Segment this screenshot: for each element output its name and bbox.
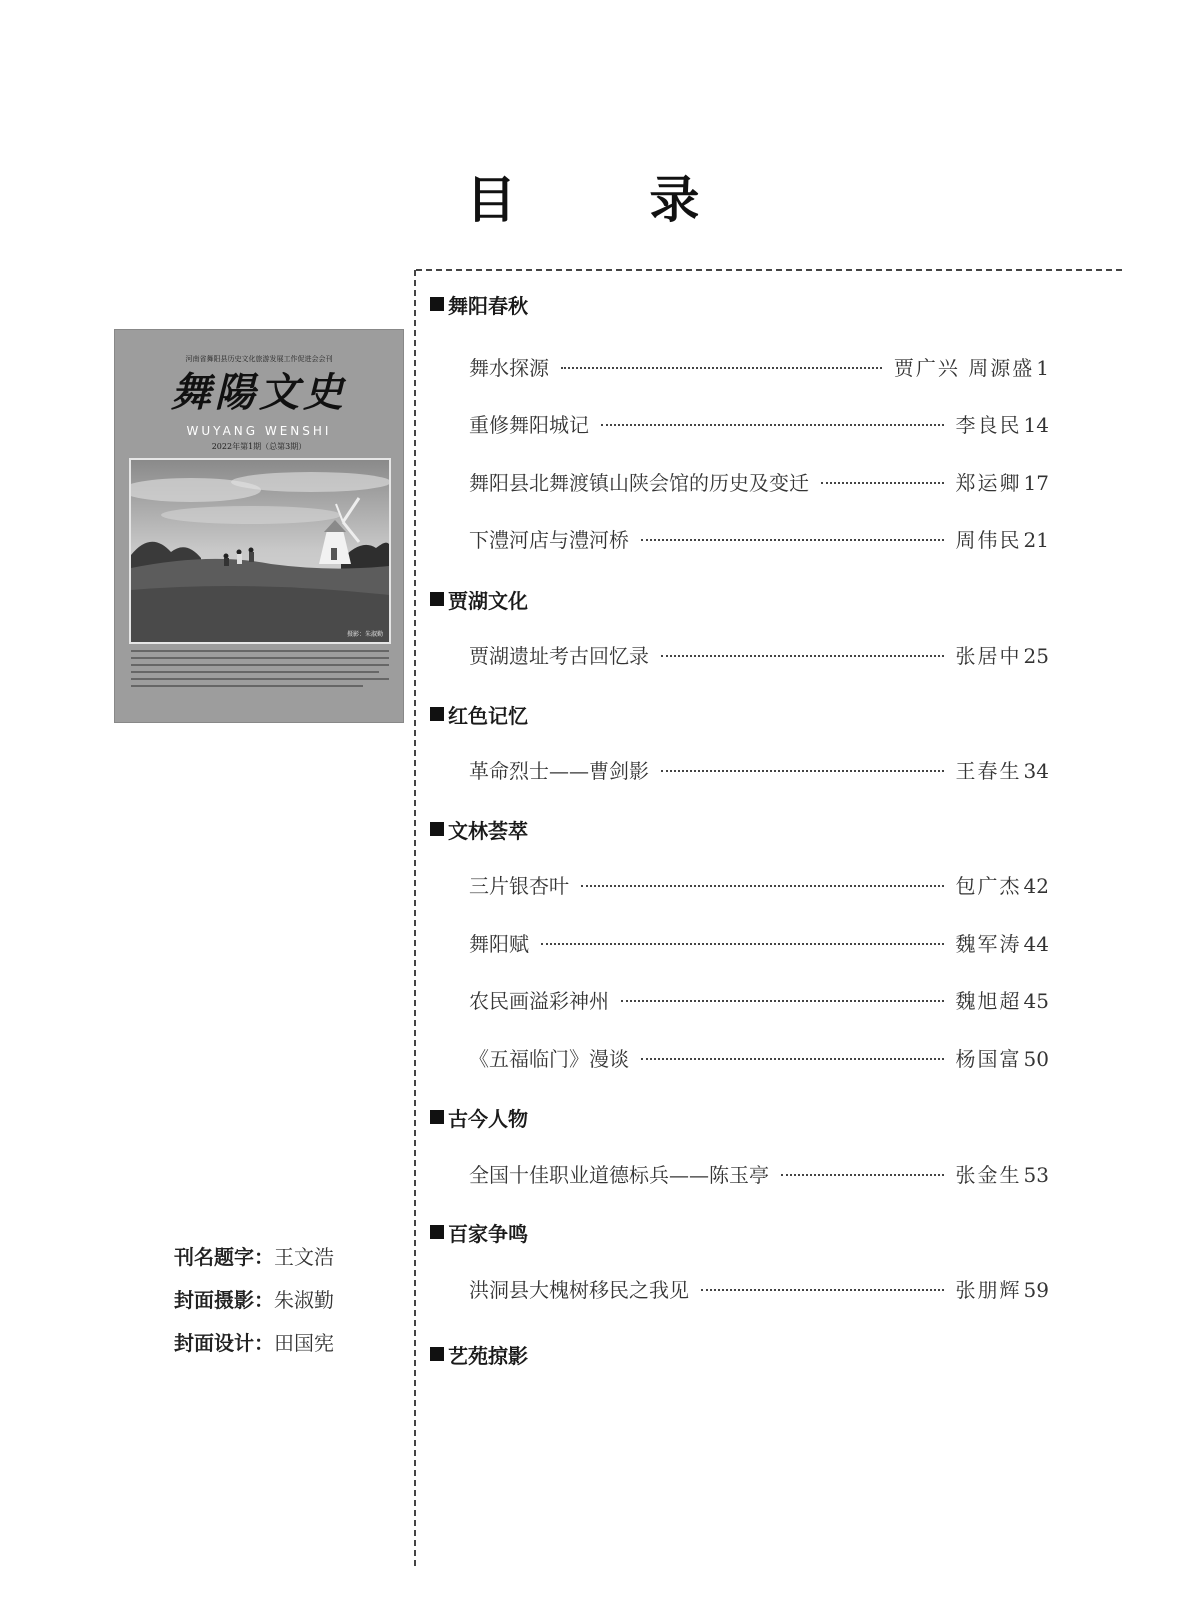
toc-entry[interactable] xyxy=(469,929,1049,959)
toc-section-heading xyxy=(430,1340,528,1368)
entry-author: 张居中 xyxy=(955,644,1022,668)
leader-dots xyxy=(641,1058,944,1060)
toc-entry[interactable] xyxy=(469,468,1049,498)
square-bullet-icon xyxy=(430,822,444,836)
entry-title: 重修舞阳城记 xyxy=(469,413,589,437)
entry-title: 舞阳县北舞渡镇山陕会馆的历史及变迁 xyxy=(469,471,809,495)
leader-dots xyxy=(661,655,944,657)
square-bullet-icon xyxy=(430,297,444,311)
windmill-landscape-image xyxy=(131,460,389,642)
entry-author: 魏军涛 xyxy=(955,932,1022,956)
entry-page: 17 xyxy=(1023,471,1049,495)
leader-dots xyxy=(541,943,944,945)
leader-dots xyxy=(621,1000,944,1002)
toc-entry[interactable] xyxy=(469,410,1049,440)
credits xyxy=(174,1242,334,1371)
credit-cover-photo xyxy=(174,1285,334,1328)
entry-author: 张朋辉 xyxy=(955,1278,1022,1302)
leader-dots xyxy=(641,539,944,541)
toc-section-heading xyxy=(430,1103,528,1131)
entry-title: 舞水探源 xyxy=(469,356,549,380)
entry-title: 农民画溢彩神州 xyxy=(469,989,609,1013)
square-bullet-icon xyxy=(430,707,444,721)
credit-value: 王文浩 xyxy=(274,1245,334,1269)
entry-author: 包广杰 xyxy=(955,874,1022,898)
entry-page: 21 xyxy=(1023,528,1049,552)
entry-author: 张金生 xyxy=(955,1163,1022,1187)
cover-text-block xyxy=(131,650,389,692)
toc-section-heading xyxy=(430,700,528,728)
entry-title: 贾湖遗址考古回忆录 xyxy=(469,644,649,668)
credit-value: 朱淑勤 xyxy=(274,1288,334,1312)
cover-thumbnail xyxy=(114,329,404,723)
credit-title-calligraphy xyxy=(174,1242,334,1285)
square-bullet-icon xyxy=(430,1347,444,1361)
section-name: 贾湖文化 xyxy=(448,588,528,613)
entry-author: 贾广兴 周源盛 xyxy=(893,356,1035,380)
entry-page: 14 xyxy=(1023,413,1049,437)
toc-entry[interactable] xyxy=(469,353,1049,383)
leader-dots xyxy=(661,770,944,772)
leader-dots xyxy=(821,482,944,484)
leader-dots xyxy=(701,1289,944,1291)
page-title: 目 录 xyxy=(466,171,758,229)
entry-title: 《五福临门》漫谈 xyxy=(469,1047,629,1071)
toc-entry[interactable] xyxy=(469,1044,1049,1074)
entry-author: 魏旭超 xyxy=(955,989,1022,1013)
entry-author: 王春生 xyxy=(955,759,1022,783)
entry-author: 周伟民 xyxy=(955,528,1022,552)
section-name: 红色记忆 xyxy=(448,703,528,728)
credit-label: 刊名题字： xyxy=(174,1245,274,1269)
toc-entry[interactable] xyxy=(469,1275,1049,1305)
square-bullet-icon xyxy=(430,1110,444,1124)
entry-author: 郑运卿 xyxy=(955,471,1022,495)
leader-dots xyxy=(581,885,944,887)
entry-page: 25 xyxy=(1023,644,1049,668)
cover-pinyin: WUYANG WENSHI xyxy=(186,424,332,438)
cover-photo xyxy=(129,458,391,644)
entry-title: 洪洞县大槐树移民之我见 xyxy=(469,1278,689,1302)
entry-title: 三片银杏叶 xyxy=(469,874,569,898)
entry-title: 革命烈士——曹剑影 xyxy=(469,759,649,783)
entry-title: 下澧河店与澧河桥 xyxy=(469,528,629,552)
credit-value: 田国宪 xyxy=(274,1331,334,1355)
section-name: 文林荟萃 xyxy=(448,818,528,843)
entry-page: 50 xyxy=(1023,1047,1049,1071)
entry-page: 44 xyxy=(1023,932,1049,956)
entry-page: 1 xyxy=(1036,356,1049,380)
toc-entry[interactable] xyxy=(469,525,1049,555)
toc-section-heading xyxy=(430,815,528,843)
square-bullet-icon xyxy=(430,1225,444,1239)
toc-section-heading xyxy=(430,585,528,613)
toc-entry[interactable] xyxy=(469,871,1049,901)
square-bullet-icon xyxy=(430,592,444,606)
toc-entry[interactable] xyxy=(469,641,1049,671)
cover-issue: 2022年第1期（总第3期） xyxy=(211,442,307,451)
toc-section-heading xyxy=(430,1218,528,1246)
section-name: 百家争鸣 xyxy=(448,1221,528,1246)
leader-dots xyxy=(781,1174,944,1176)
credit-cover-design xyxy=(174,1328,334,1371)
entry-page: 45 xyxy=(1023,989,1049,1013)
horizontal-divider xyxy=(416,269,1122,271)
entry-author: 李良民 xyxy=(955,413,1022,437)
leader-dots xyxy=(561,367,882,369)
credit-label: 封面设计： xyxy=(174,1331,274,1355)
section-name: 古今人物 xyxy=(448,1106,528,1131)
cover-title: 舞陽文史 xyxy=(171,369,347,416)
entry-page: 42 xyxy=(1023,874,1049,898)
entry-title: 全国十佳职业道德标兵——陈玉亭 xyxy=(469,1163,769,1187)
entry-page: 59 xyxy=(1023,1278,1049,1302)
credit-label: 封面摄影： xyxy=(174,1288,274,1312)
entry-author: 杨国富 xyxy=(955,1047,1022,1071)
cover-photo-caption: 摄影：朱淑勤 xyxy=(346,631,383,638)
toc-section-heading xyxy=(430,290,528,318)
toc-entry[interactable] xyxy=(469,756,1049,786)
leader-dots xyxy=(601,424,944,426)
section-name: 艺苑掠影 xyxy=(448,1343,528,1368)
toc-entry[interactable] xyxy=(469,986,1049,1016)
vertical-divider xyxy=(414,270,416,1566)
entry-title: 舞阳赋 xyxy=(469,932,529,956)
entry-page: 53 xyxy=(1023,1163,1049,1187)
entry-page: 34 xyxy=(1023,759,1049,783)
cover-org-line: 河南省舞阳县历史文化旅游发展工作促进会会刊 xyxy=(185,355,333,363)
section-name: 舞阳春秋 xyxy=(448,293,528,318)
toc-entry[interactable] xyxy=(469,1160,1049,1190)
